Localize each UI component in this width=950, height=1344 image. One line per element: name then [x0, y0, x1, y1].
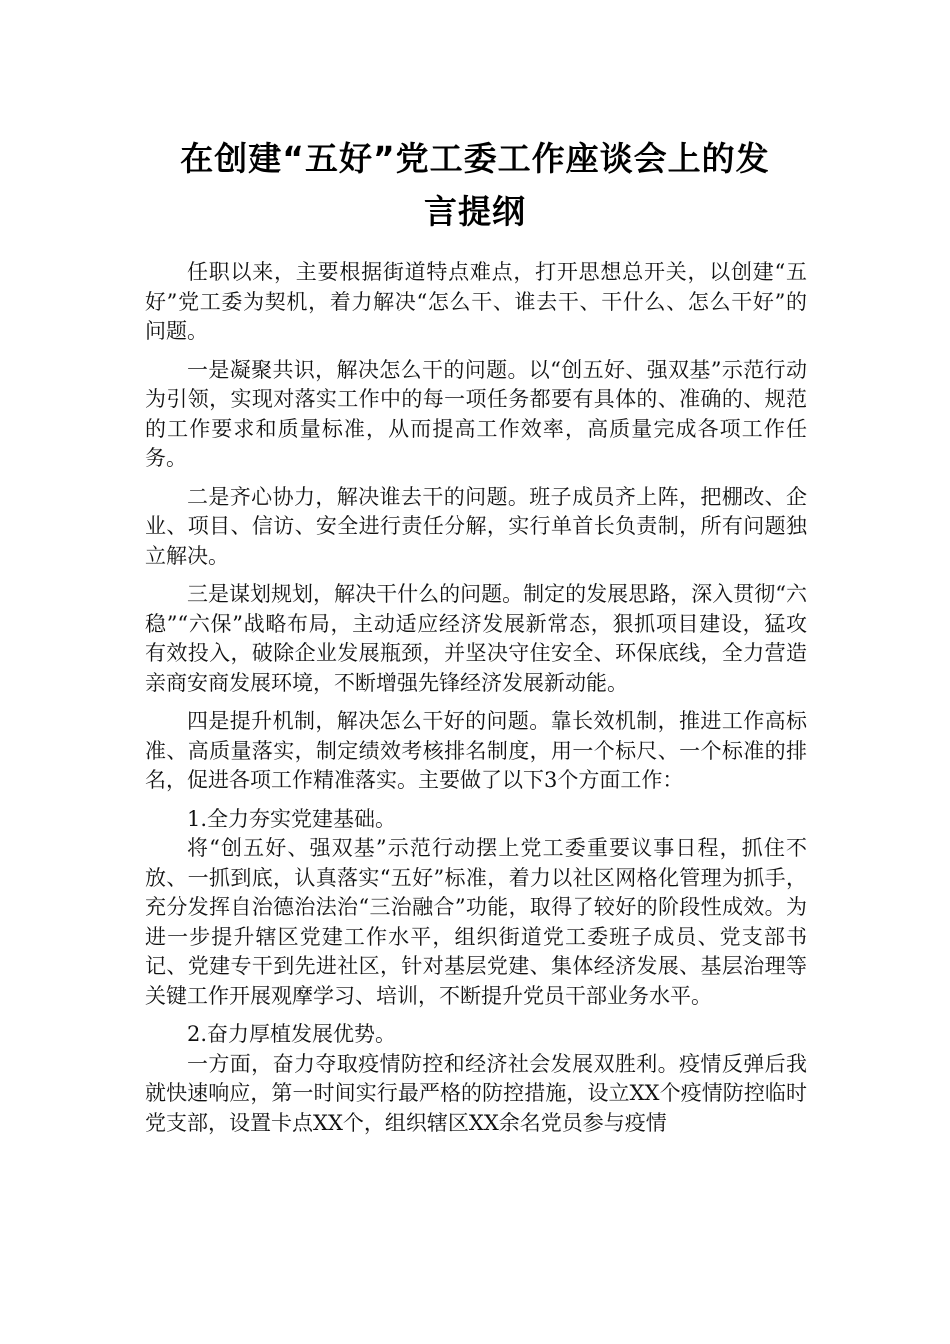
section-heading-2: 2.奋力厚植发展优势。	[187, 1022, 397, 1046]
title-line-1: 在创建“五好”党工委工作座谈会上的发	[180, 139, 770, 178]
paragraph-section-1: 将“创五好、强双基”示范行动摆上党工委重要议事日程，抓住不放、一抓到底，认真落实“五好”标准，着力以社区网格化管理为抓手，充分发挥自治德治法治“三治融合”功能，取得了较好的阶段性成效。为进一步提升辖区党建工作水平，组织街道党工委班子成员、党支部书记、党建专干到先进社区，针对基层党建、集体经济发展、基层治理等关键工作开展观摩学习、培训，不断提升党员干部业务水平。	[145, 836, 807, 1008]
section-heading-1: 1.全力夯实党建基础。	[187, 806, 397, 831]
document-title	[145, 132, 805, 238]
paragraph-intro: 任职以来，主要根据街道特点难点，打开思想总开关，以创建“五好”党工委为契机，着力解决“怎么干、谁去干、干什么、怎么干好”的问题。	[145, 260, 807, 343]
paragraph-point-4: 四是提升机制，解决怎么干好的问题。靠长效机制，推进工作高标准、高质量落实，制定绩效考核排名制度，用一个标尺、一个标准的排名，促进各项工作精准落实。主要做了以下3个方面工作：	[145, 709, 807, 792]
paragraph-section-2: 一方面，奋力夺取疫情防控和经济社会发展双胜利。疫情反弹后我就快速响应，第一时间实行最严格的防控措施，设立XX个疫情防控临时党支部，设置卡点XX个，组织辖区XX余名党员参与疫情	[145, 1051, 807, 1135]
title-line-2: 言提纲	[424, 192, 526, 231]
paragraph-point-1: 一是凝聚共识，解决怎么干的问题。以“创五好、强双基”示范行动为引领，实现对落实工作中的每一项任务都要有具体的、准确的、规范的工作要求和质量标准，从而提高工作效率，高质量完成各项工作任务。	[145, 357, 807, 470]
paragraph-point-3: 三是谋划规划，解决干什么的问题。制定的发展思路，深入贯彻“六稳”“六保”战略布局，主动适应经济发展新常态，狠抓项目建设，猛攻有效投入，破除企业发展瓶颈，并坚决守住安全、环保底线，全力营造亲商安商发展环境，不断增强先锋经济发展新动能。	[145, 582, 807, 695]
paragraph-point-2: 二是齐心协力，解决谁去干的问题。班子成员齐上阵，把棚改、企业、项目、信访、安全进行责任分解，实行单首长负责制，所有问题独立解决。	[145, 484, 807, 568]
document-body	[145, 258, 807, 1147]
